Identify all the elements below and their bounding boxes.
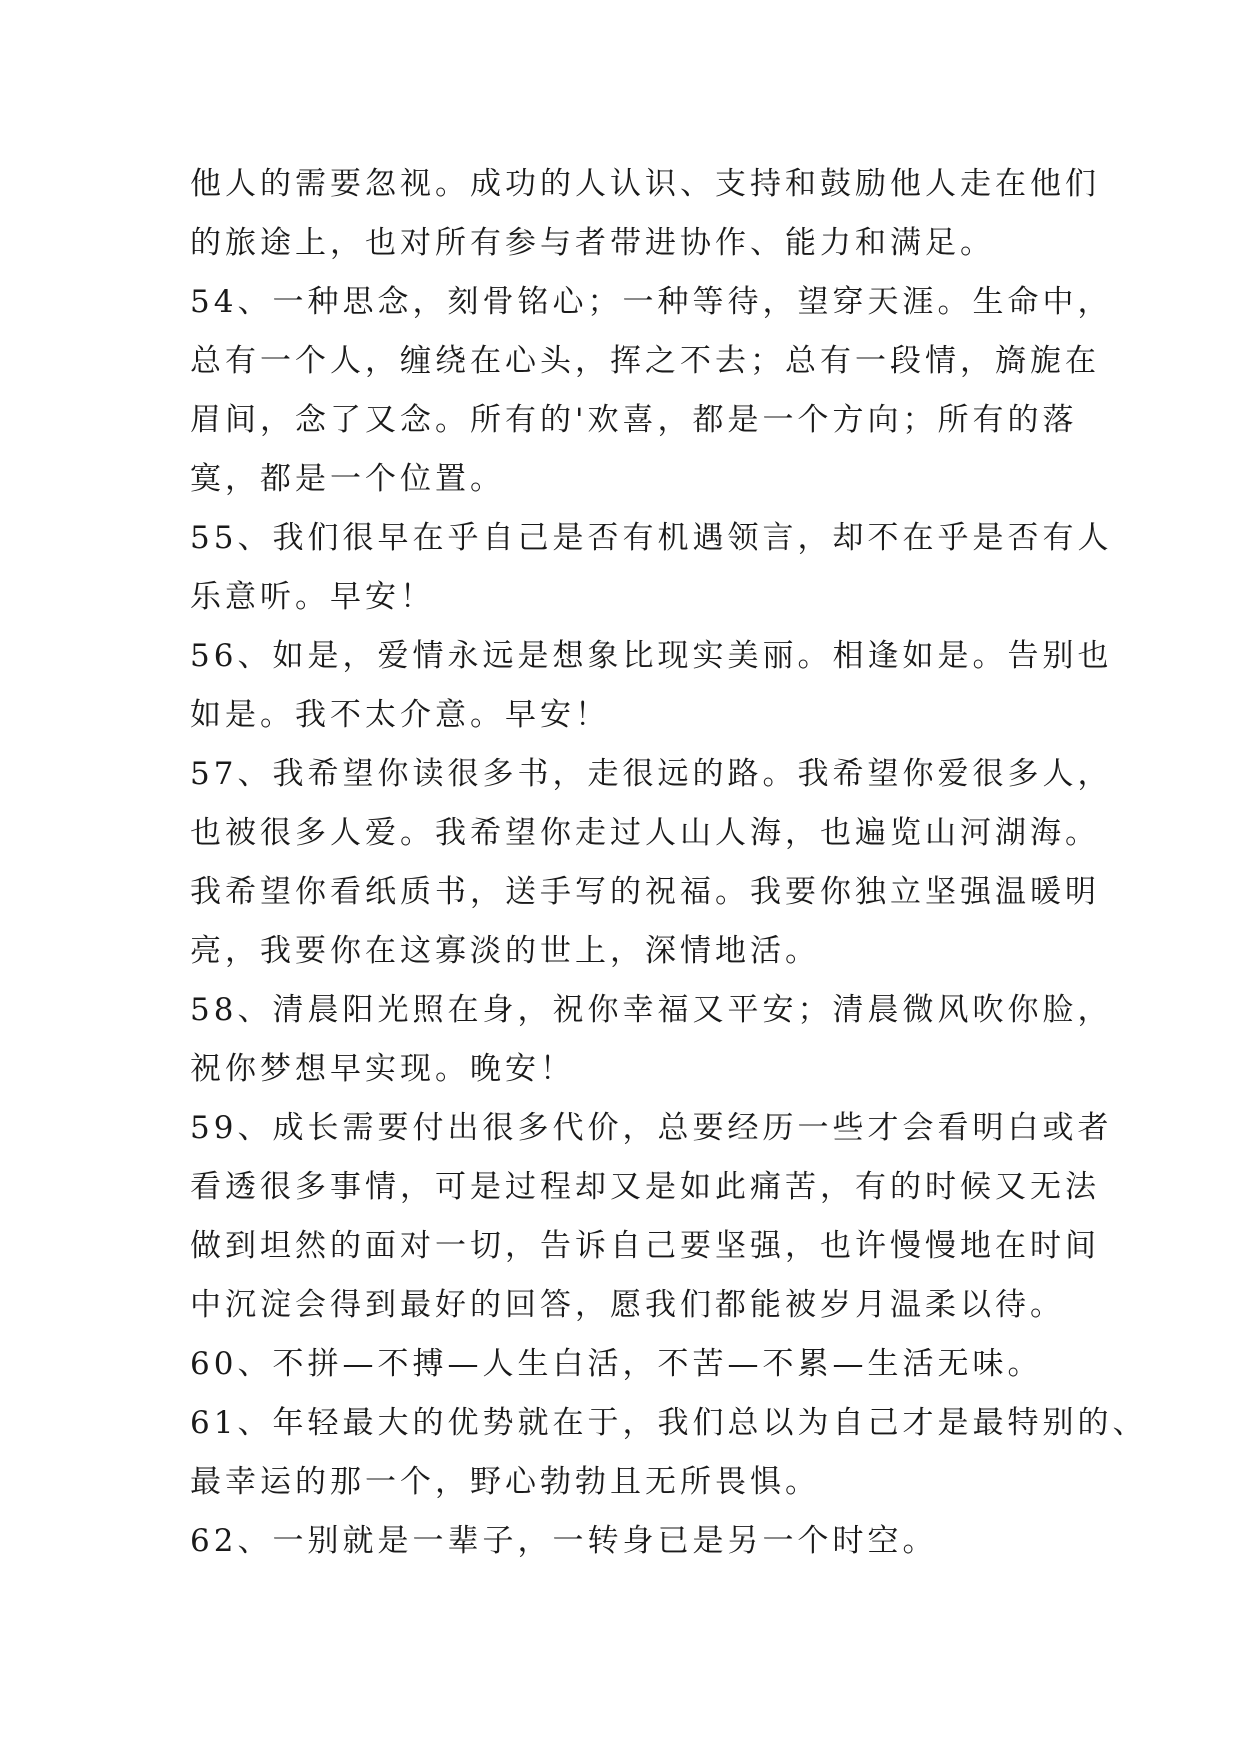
text-line: 看透很多事情，可是过程却又是如此痛苦，有的时候又无法 [190,1169,1100,1205]
text-line: 总有一个人，缠绕在心头，挥之不去；总有一段情，旖旎在 [190,343,1100,379]
text-line: 57、我希望你读很多书，走很远的路。我希望你爱很多人， [190,756,1113,792]
text-line: 亮，我要你在这寡淡的世上，深情地活。 [190,933,820,969]
text-line: 中沉淀会得到最好的回答，愿我们都能被岁月温柔以待。 [190,1287,1065,1323]
text-line: 55、我们很早在乎自己是否有机遇领言，却不在乎是否有人 [190,520,1113,556]
text-line: 如是。我不太介意。早安！ [190,697,610,733]
text-line: 62、一别就是一辈子，一转身已是另一个时空。 [190,1523,938,1559]
document-body [190,155,1148,1571]
text-line: 乐意听。早安！ [190,579,435,615]
text-line: 61、年轻最大的优势就在于，我们总以为自己才是最特别的、 [190,1405,1148,1441]
text-line: 58、清晨阳光照在身，祝你幸福又平安；清晨微风吹你脸， [190,992,1113,1028]
text-line: 最幸运的那一个，野心勃勃且无所畏惧。 [190,1464,820,1500]
text-line: 祝你梦想早实现。晚安！ [190,1051,575,1087]
text-line: 59、成长需要付出很多代价，总要经历一些才会看明白或者 [190,1110,1113,1146]
text-line: 我希望你看纸质书，送手写的祝福。我要你独立坚强温暖明 [190,874,1100,910]
text-line: 他人的需要忽视。成功的人认识、支持和鼓励他人走在他们 [190,166,1100,202]
text-line: 60、不拼—不搏—人生白活，不苦—不累—生活无味。 [190,1346,1043,1382]
text-line: 寞，都是一个位置。 [190,461,505,497]
text-line: 的旅途上，也对所有参与者带进协作、能力和满足。 [190,225,995,261]
text-line: 也被很多人爱。我希望你走过人山人海，也遍览山河湖海。 [190,815,1100,851]
text-line: 眉间，念了又念。所有的'欢喜，都是一个方向；所有的落 [190,402,1078,438]
text-line: 56、如是，爱情永远是想象比现实美丽。相逢如是。告别也 [190,638,1113,674]
text-line: 54、一种思念，刻骨铭心；一种等待，望穿天涯。生命中， [190,284,1113,320]
text-line: 做到坦然的面对一切，告诉自己要坚强，也许慢慢地在时间 [190,1228,1100,1264]
